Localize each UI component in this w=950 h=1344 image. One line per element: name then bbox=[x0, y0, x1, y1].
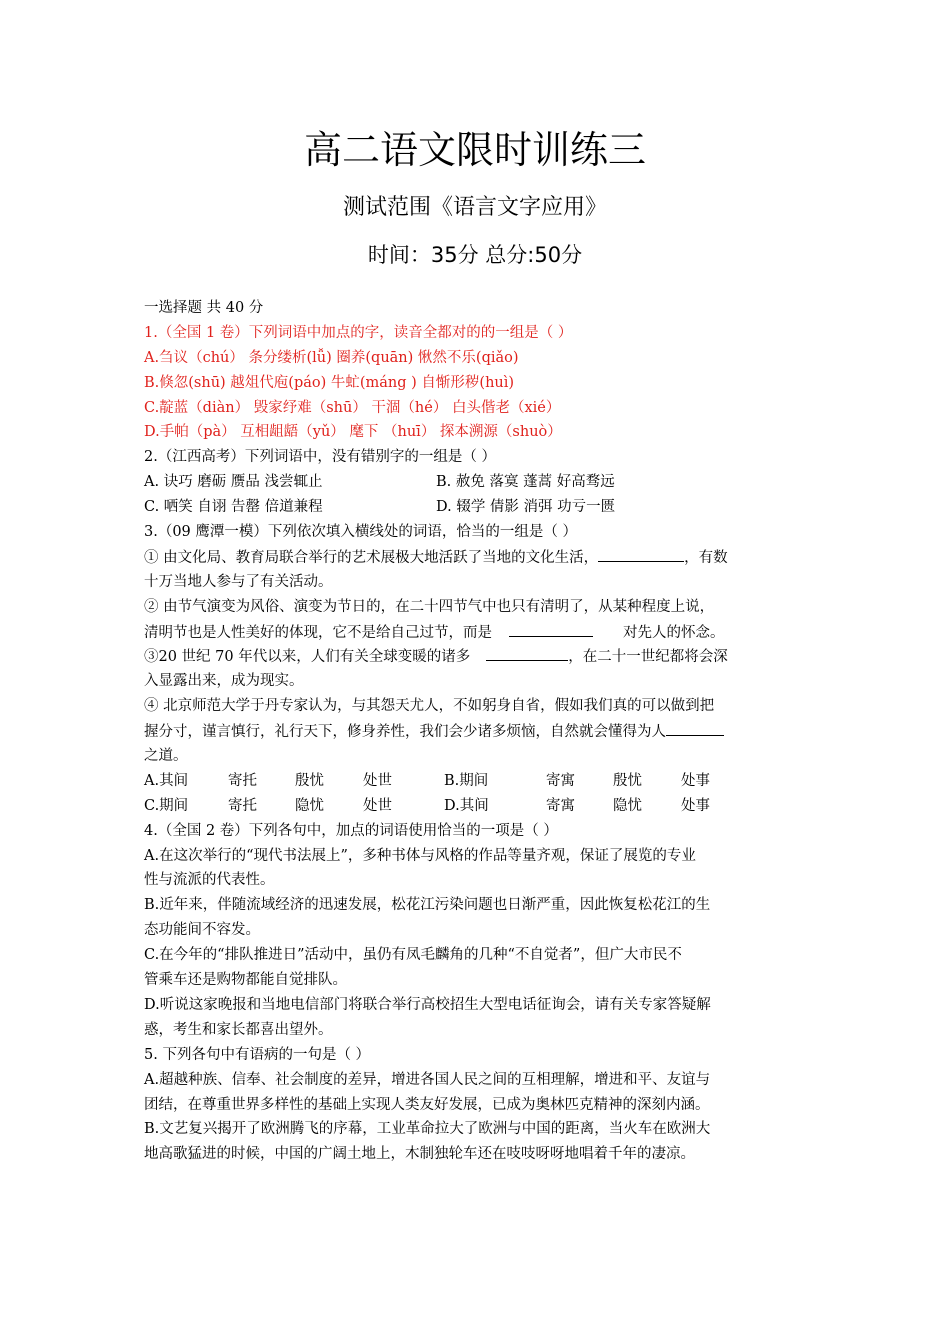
q4-option-a: A.在这次举行的“现代书法展上”，多种书体与风格的作品等量齐观，保证了展览的专业 bbox=[144, 847, 696, 864]
section-heading: 一选择题 共 40 分 bbox=[144, 300, 264, 316]
q3-s3-text: ③20 世纪 70 年代以来，人们有关全球变暖的诸多 bbox=[144, 649, 471, 666]
q3-b-word-2: 寄寓 bbox=[546, 772, 575, 789]
q3-s3-tail: ，在二十一世纪都将会深 bbox=[568, 649, 728, 666]
q1-option-d: D.手帕（pà） 互相龃龉（yǔ） 麾下 （huī） 探本溯源（shuò） bbox=[144, 424, 562, 441]
q3-s4-end: 之道。 bbox=[144, 748, 188, 765]
q3-d-word-3: 隐忧 bbox=[613, 797, 642, 814]
q5-option-b-cont: 地高歌猛进的时候，中国的广阔土地上，木制独轮车还在吱吱呀呀地唱着千年的凄凉。 bbox=[144, 1146, 695, 1163]
q3-options-cd bbox=[144, 794, 809, 819]
q3-c-word-4: 处世 bbox=[363, 797, 392, 814]
q1-option-b: B.倏忽(shū) 越俎代庖(páo) 牛虻(máng ) 自惭形秽(huì) bbox=[144, 374, 515, 391]
q3-blank-2 bbox=[509, 620, 593, 637]
q3-b-word-4: 处事 bbox=[681, 772, 710, 789]
q1-option-a: A.刍议（chú） 条分缕析(lǚ) 圈养(quān) 愀然不乐(qiǎo) bbox=[144, 349, 519, 366]
q3-blank-1 bbox=[598, 545, 684, 562]
q2-option-a: A. 诀巧 磨砺 赝品 浅尝辄止 bbox=[144, 474, 323, 491]
doc-title: 高二语文限时训练三 bbox=[303, 128, 646, 172]
q1-option-c: C.靛蓝（diàn） 毁家纾难（shū） 干涸（hé） 白头偕老（xié） bbox=[144, 399, 561, 416]
q4-option-c: C.在今年的“排队推进日”活动中，虽仍有凤毛麟角的几种“不自觉者”，但广大市民不 bbox=[144, 947, 682, 964]
q3-c-word-1: C.期间 bbox=[144, 797, 189, 814]
q3-a-word-3: 殷忧 bbox=[295, 772, 324, 789]
q3-d-word-2: 寄寓 bbox=[546, 797, 575, 814]
q3-stem: 3.（09 鹰潭一模）下列依次填入横线处的词语，恰当的一组是（ ） bbox=[144, 524, 578, 541]
q4-option-b-cont: 态功能间不容发。 bbox=[144, 922, 260, 939]
q3-sentence-3 bbox=[144, 644, 809, 669]
q3-s1-tail: ，有数 bbox=[684, 549, 728, 566]
q3-a-word-1: A.其间 bbox=[144, 772, 189, 789]
q2-option-d: D. 辍学 倩影 消弭 功亏一匮 bbox=[436, 499, 616, 516]
q2-option-c: C. 哂笑 自诩 告罄 倍道兼程 bbox=[144, 499, 323, 516]
q3-sentence-4: ④ 北京师范大学于丹专家认为，与其怨天尤人，不如躬身自省，假如我们真的可以做到把 bbox=[144, 698, 715, 715]
q4-option-b: B.近年来，伴随流域经济的迅速发展，松花江污染问题也日渐严重，因此恢复松花江的生 bbox=[144, 897, 711, 914]
q3-s2-continued bbox=[144, 620, 809, 645]
q5-stem: 5. 下列各句中有语病的一句是（ ） bbox=[144, 1046, 371, 1063]
q5-option-a-cont: 团结，在尊重世界多样性的基础上实现人类友好发展，已成为奥林匹克精神的深刻内涵。 bbox=[144, 1096, 710, 1113]
q4-option-c-cont: 管乘车还是购物都能自觉排队。 bbox=[144, 972, 347, 989]
q3-d-word-1: D.其间 bbox=[444, 797, 489, 814]
time-info: 时间：35分 总分:50分 bbox=[367, 243, 583, 267]
q3-c-word-3: 隐忧 bbox=[295, 797, 324, 814]
q3-s2-tail: 对先人的怀念。 bbox=[623, 624, 725, 641]
q3-blank-3 bbox=[486, 644, 568, 661]
q4-option-d-cont: 惑，考生和家长都喜出望外。 bbox=[144, 1021, 333, 1038]
q3-blank-4 bbox=[666, 719, 724, 736]
q3-sentence-1 bbox=[144, 545, 809, 570]
q4-option-a-cont: 性与流派的代表性。 bbox=[144, 872, 275, 889]
q5-option-a: A.超越种族、信奉、社会制度的差异，增进各国人民之间的互相理解，增进和平、友谊与 bbox=[144, 1071, 711, 1088]
q3-sentence-2: ② 由节气演变为风俗、演变为节日的，在二十四节气中也只有清明了，从某种程度上说， bbox=[144, 598, 715, 615]
q2-stem: 2.（江西高考）下列词语中，没有错别字的一组是（ ） bbox=[144, 449, 496, 466]
q3-s2-text: 清明节也是人性美好的体现，它不是给自己过节，而是 bbox=[144, 624, 492, 641]
q2-option-b: B. 赦免 落寞 蓬蒿 好高骛远 bbox=[436, 474, 615, 491]
q3-a-word-4: 处世 bbox=[363, 772, 392, 789]
q3-b-word-1: B.期间 bbox=[444, 772, 489, 789]
q5-option-b: B.文艺复兴揭开了欧洲腾飞的序幕，工业革命拉大了欧洲与中国的距离，当火车在欧洲大 bbox=[144, 1121, 711, 1138]
q3-s1-continued: 十万当地人参与了有关活动。 bbox=[144, 573, 333, 590]
q1-stem: 1.（全国 1 卷）下列词语中加点的字，读音全都对的的一组是（ ） bbox=[144, 324, 573, 341]
q3-s4-text: 握分寸，谨言慎行，礼行天下，修身养性，我们会少诸多烦恼，自然就会懂得为人 bbox=[144, 724, 666, 741]
q4-stem: 4.（全国 2 卷）下列各句中，加点的词语使用恰当的一项是（ ） bbox=[144, 822, 558, 839]
q3-s4-continued bbox=[144, 719, 809, 744]
q3-d-word-4: 处事 bbox=[681, 797, 710, 814]
q3-a-word-2: 寄托 bbox=[228, 772, 257, 789]
q3-options-ab bbox=[144, 769, 809, 794]
q4-option-d: D.听说这家晚报和当地电信部门将联合举行高校招生大型电话征询会，请有关专家答疑解 bbox=[144, 996, 711, 1013]
question-body bbox=[144, 296, 809, 1167]
q2-options-ab bbox=[144, 470, 809, 495]
q3-c-word-2: 寄托 bbox=[228, 797, 257, 814]
q2-options-cd bbox=[144, 495, 809, 520]
doc-subtitle: 测试范围《语言文字应用》 bbox=[342, 195, 607, 220]
q3-s3-continued: 入显露出来，成为现实。 bbox=[144, 673, 304, 690]
q3-s1-text: ① 由文化局、教育局联合举行的艺术展极大地活跃了当地的文化生活， bbox=[144, 549, 599, 566]
q3-b-word-3: 殷忧 bbox=[613, 772, 642, 789]
